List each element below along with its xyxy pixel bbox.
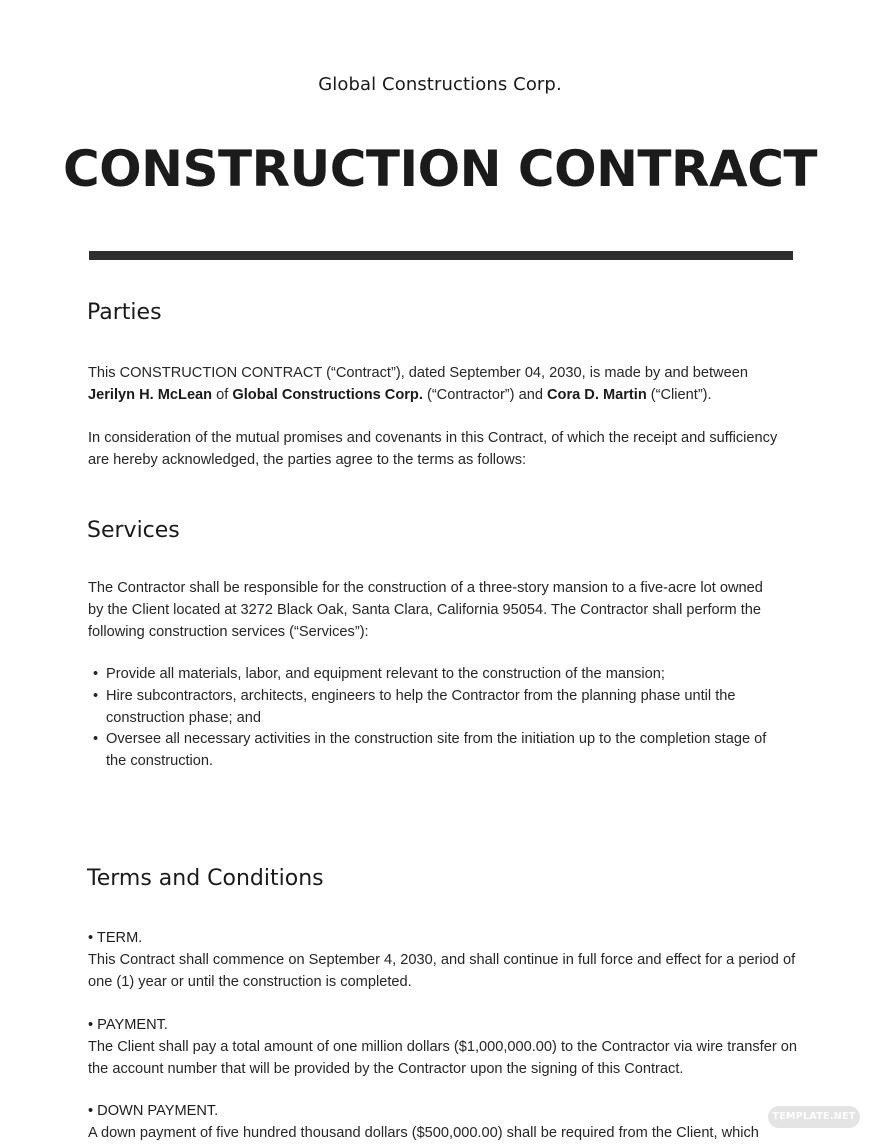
services-list — [88, 664, 788, 773]
down-payment-label: • DOWN PAYMENT. — [88, 1103, 219, 1119]
down-payment-text: A down payment of five hundred thousand dollars ($500,000.00) shall be required from the Client, which — [88, 1125, 759, 1141]
parties-paragraph-2: In consideration of the mutual promises and covenants in this Contract, of which the receipt and sufficiency are hereby acknowledged, the parties agree to the terms as follows: — [88, 430, 778, 468]
services-intro: The Contractor shall be responsible for the construction of a three-story mansion to a five-acre lot owned by the Client located at 3272 Black Oak, Santa Clara, California 95054. The Contractor shall perform the following construction services (“Services”): — [88, 580, 763, 640]
list-item: • Provide all materials, labor, and equipment relevant to the construction of the mansion; — [88, 664, 788, 686]
parties-paragraph-1 — [88, 363, 798, 407]
payment-label: • PAYMENT. — [88, 1017, 168, 1033]
contractor-role: (“Contractor”) and — [422, 386, 547, 403]
contractor-name: Jerilyn H. McLean — [88, 386, 213, 403]
list-item: • Hire subcontractors, architects, engineers to help the Contractor from the planning phase until the construction phase; and — [88, 686, 788, 730]
watermark-badge: TEMPLATE.NET — [768, 1106, 860, 1128]
section-heading-parties: Parties — [87, 300, 162, 325]
contractor-company: Global Constructions Corp. — [232, 386, 423, 403]
of-text: of — [212, 386, 233, 403]
parties-intro-text: This CONSTRUCTION CONTRACT (“Contract”), dated September 04, 2030, is made by and between — [88, 365, 748, 381]
document-title: CONSTRUCTION CONTRACT — [62, 140, 818, 198]
section-heading-terms: Terms and Conditions — [87, 866, 324, 891]
term-text: This Contract shall commence on September 4, 2030, and shall continue in full force and effect for a period of one (1) year or until the construction is completed. — [88, 952, 796, 990]
section-heading-services: Services — [87, 518, 180, 543]
term-label: • TERM. — [88, 930, 143, 946]
payment-text: The Client shall pay a total amount of one million dollars ($1,000,000.00) to the Contractor via wire transfer on the account number that will be provided by the Contractor upon the signing of this Contract. — [88, 1039, 797, 1077]
title-divider — [89, 251, 793, 260]
list-item: • Oversee all necessary activities in the construction site from the initiation up to the completion stage of the construction. — [88, 729, 788, 773]
client-role: (“Client”). — [646, 386, 712, 403]
client-name: Cora D. Martin — [547, 386, 647, 403]
company-name: Global Constructions Corp. — [318, 74, 562, 95]
